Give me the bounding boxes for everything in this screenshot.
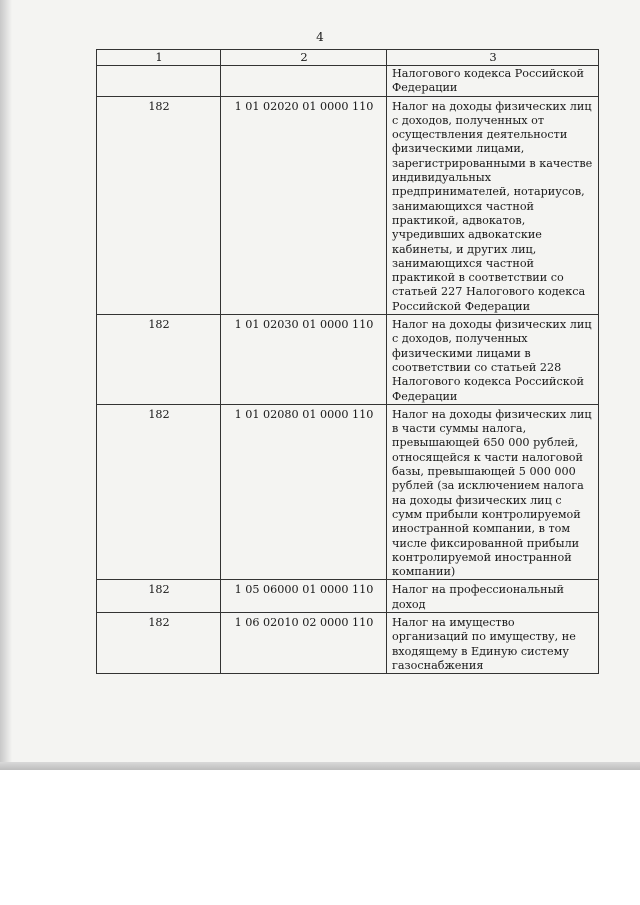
cell-admin-code: 182 bbox=[97, 612, 221, 673]
header-col-3: 3 bbox=[387, 50, 599, 66]
cell-description: Налог на имущество организаций по имуществу, не входящему в Единую систему газоснабжения bbox=[387, 612, 599, 673]
table-row bbox=[97, 404, 599, 580]
table-row bbox=[97, 315, 599, 405]
cell-admin-code: 182 bbox=[97, 580, 221, 613]
table-row bbox=[97, 580, 599, 613]
page-number: 4 bbox=[316, 30, 324, 44]
table-row bbox=[97, 612, 599, 673]
cell-description: Налог на профессиональный доход bbox=[387, 580, 599, 613]
cell-admin-code: 182 bbox=[97, 315, 221, 405]
header-col-2: 2 bbox=[221, 50, 387, 66]
cell-budget-code: 1 01 02030 01 0000 110 bbox=[221, 315, 387, 405]
cell-description: Налогового кодекса Российской Федерации bbox=[387, 66, 599, 97]
cell-admin-code: 182 bbox=[97, 404, 221, 580]
scan-left-shadow bbox=[0, 0, 12, 770]
scan-bottom-edge bbox=[0, 762, 640, 770]
table-row-continuation bbox=[97, 66, 599, 97]
cell-budget-code: 1 01 02080 01 0000 110 bbox=[221, 404, 387, 580]
cell-description: Налог на доходы физических лиц в части суммы налога, превышающей 650 000 рублей, относящейся к части налоговой базы, превышающей 5 000 000 рублей (за исключением налога на доходы физических лиц с сумм прибыли контролируемой иностранной компании, в том числе фиксированной прибыли контролируемой иностранной компании) bbox=[387, 404, 599, 580]
cell-budget-code: 1 05 06000 01 0000 110 bbox=[221, 580, 387, 613]
cell-admin-code bbox=[97, 66, 221, 97]
cell-budget-code bbox=[221, 66, 387, 97]
header-col-1: 1 bbox=[97, 50, 221, 66]
table-row bbox=[97, 96, 599, 314]
budget-codes-table bbox=[96, 49, 599, 674]
cell-admin-code: 182 bbox=[97, 96, 221, 314]
table-header-row bbox=[97, 50, 599, 66]
cell-budget-code: 1 01 02020 01 0000 110 bbox=[221, 96, 387, 314]
cell-budget-code: 1 06 02010 02 0000 110 bbox=[221, 612, 387, 673]
cell-description: Налог на доходы физических лиц с доходов, полученных физическими лицами в соответствии со статьей 228 Налогового кодекса Российской Федерации bbox=[387, 315, 599, 405]
cell-description: Налог на доходы физических лиц с доходов, полученных от осуществления деятельности физическими лицами, зарегистрированными в качестве индивидуальных предпринимателей, нотариусов, занимающихся частной практикой, адвокатов, учредивших адвокатские кабинеты, и других лиц, занимающихся частной практикой в соответствии со статьей 227 Налогового кодекса Российской Федерации bbox=[387, 96, 599, 314]
